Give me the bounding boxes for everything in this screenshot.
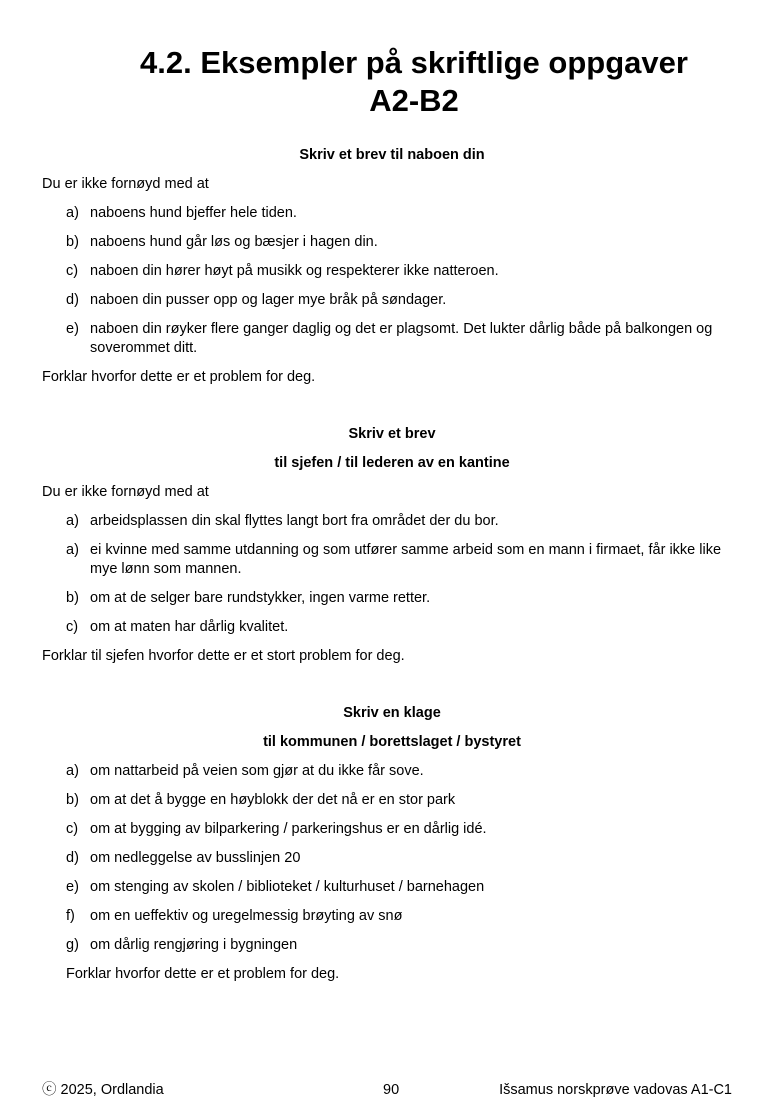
section-subheading: til sjefen / til lederen av en kantine: [274, 455, 510, 471]
list-item-text: om nedleggelse av busslinjen 20: [90, 850, 301, 866]
list-item: [42, 262, 742, 281]
list-item-label: a): [66, 513, 79, 529]
list-item: [42, 618, 742, 637]
list-item: [42, 936, 742, 955]
list-item-text: om at det å bygge en høyblokk der det nå er en stor park: [90, 792, 456, 808]
list-item: [42, 849, 742, 868]
section-closing: Forklar til sjefen hvorfor dette er et stort problem for deg.: [42, 648, 405, 664]
list-item-label: c): [66, 821, 79, 837]
list-item: [42, 233, 742, 252]
section-intro: Du er ikke fornøyd med at: [42, 484, 209, 500]
footer-page-number: 90: [383, 1082, 400, 1098]
page-title-line-2: A2-B2: [369, 83, 459, 118]
list-item: [42, 878, 742, 897]
list-item-label: a): [66, 763, 79, 779]
list-item-text: naboens hund går løs og bæsjer i hagen din.: [90, 234, 378, 250]
list-item-text: om at maten har dårlig kvalitet.: [90, 619, 289, 635]
page-title-line-1: 4.2. Eksempler på skriftlige oppgaver: [140, 45, 688, 80]
footer-book-title: Išsamus norskprøve vadovas A1-C1: [499, 1082, 732, 1098]
list-item-label: e): [66, 879, 79, 895]
section-closing: Forklar hvorfor dette er et problem for deg.: [42, 369, 316, 385]
list-item: [42, 541, 742, 579]
list-item-text: naboen din røyker flere ganger daglig og det er plagsomt. Det lukter dårlig både på balkongen og soverommet ditt.: [90, 321, 713, 356]
list-item-text: om dårlig rengjøring i bygningen: [90, 937, 298, 953]
list-item: [42, 762, 742, 781]
list-item-label: a): [66, 542, 79, 558]
page-title: [0, 44, 780, 120]
section-intro: Du er ikke fornøyd med at: [42, 176, 209, 192]
list-item-label: g): [66, 937, 79, 953]
list-item: [42, 320, 742, 358]
list-item-text: arbeidsplassen din skal flyttes langt bort fra området der du bor.: [90, 513, 499, 529]
list-item-label: d): [66, 850, 79, 866]
list-item-label: a): [66, 205, 79, 221]
section-closing: Forklar hvorfor dette er et problem for deg.: [66, 966, 340, 982]
list-item: [42, 204, 742, 223]
section-heading: Skriv et brev til naboen din: [299, 147, 485, 163]
section-spacer: [42, 676, 742, 704]
section-subheading: til kommunen / borettslaget / bystyret: [263, 734, 521, 750]
list-item: [42, 291, 742, 310]
list-item: [42, 907, 742, 926]
list-item-text: om stenging av skolen / biblioteket / kulturhuset / barnehagen: [90, 879, 485, 895]
section-spacer: [42, 397, 742, 425]
list-item-label: c): [66, 263, 79, 279]
list-item: [42, 512, 742, 531]
list-item: [42, 820, 742, 839]
section-heading: Skriv et brev: [348, 426, 436, 442]
list-item-label: b): [66, 590, 79, 606]
list-item-label: b): [66, 234, 79, 250]
list-item-text: naboen din pusser opp og lager mye bråk på søndager.: [90, 292, 447, 308]
list-item-text: om at bygging av bilparkering / parkeringshus er en dårlig idé.: [90, 821, 487, 837]
list-item-text: ei kvinne med samme utdanning og som utfører samme arbeid som en mann i firmaet, får ikke like mye lønn som mannen.: [90, 542, 722, 577]
list-item-text: naboen din hører høyt på musikk og respekterer ikke natteroen.: [90, 263, 499, 279]
list-item-label: e): [66, 321, 79, 337]
list-item-text: om at de selger bare rundstykker, ingen varme retter.: [90, 590, 431, 606]
list-item-text: naboens hund bjeffer hele tiden.: [90, 205, 297, 221]
list-item-label: c): [66, 619, 79, 635]
list-item-label: d): [66, 292, 79, 308]
section-heading: Skriv en klage: [343, 705, 441, 721]
list-item-text: om en ueffektiv og uregelmessig brøyting av snø: [90, 908, 403, 924]
document-body: [42, 146, 742, 994]
task-section-complaint: [42, 704, 742, 984]
footer-copyright: ⓒ 2025, Ordlandia: [42, 1082, 164, 1098]
list-item-label: b): [66, 792, 79, 808]
task-section-boss: [42, 425, 742, 666]
list-item: [42, 589, 742, 608]
list-item-label: f): [66, 908, 75, 924]
task-section-neighbor: [42, 146, 742, 387]
list-item: [42, 791, 742, 810]
list-item-text: om nattarbeid på veien som gjør at du ikke får sove.: [90, 763, 424, 779]
